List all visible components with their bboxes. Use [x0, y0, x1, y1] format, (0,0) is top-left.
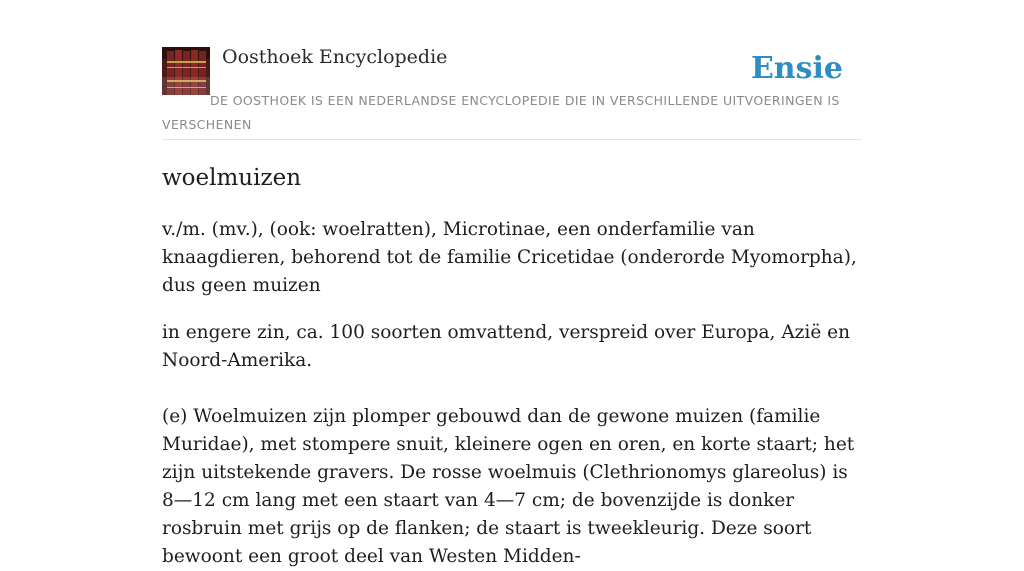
article [162, 160, 862, 571]
site-header [162, 46, 862, 140]
site-logo-avatar[interactable] [162, 47, 210, 95]
article-paragraph: (e) Woelmuizen zijn plomper gebouwd dan de gewone muizen (familie Muridae), met stompere snuit, kleinere ogen en oren, en korte staart; het zijn uitstekende gravers. De rosse woelmuis (Clethrionomys glareolus) is 8—12 cm lang met een staart van 4—7 cm; de bovenzijde is donker rosbruin met grijs op de flanken; de staart is tweekleurig. Deze soort bewoont een groot deel van Westen Midden- [162, 406, 855, 567]
book-spines-icon [162, 47, 210, 95]
article-headword: woelmuizen [162, 165, 302, 191]
brand-logo[interactable]: Ensie [750, 51, 843, 86]
article-paragraph: v./m. (mv.), (ook: woelratten), Microtinae, een onderfamilie van knaagdieren, behorend tot de familie Cricetidae (onderorde Myomorpha), dus geen muizen [162, 219, 857, 296]
site-tagline: DE OOSTHOEK IS EEN NEDERLANDSE ENCYCLOPEDIE DIE IN VERSCHILLENDE UITVOERINGEN IS VERSCHENEN [162, 93, 840, 132]
article-paragraph: in engere zin, ca. 100 soorten omvattend, verspreid over Europa, Azië en Noord-Amerika. [162, 322, 851, 371]
site-name[interactable]: Oosthoek Encyclopedie [222, 46, 448, 68]
